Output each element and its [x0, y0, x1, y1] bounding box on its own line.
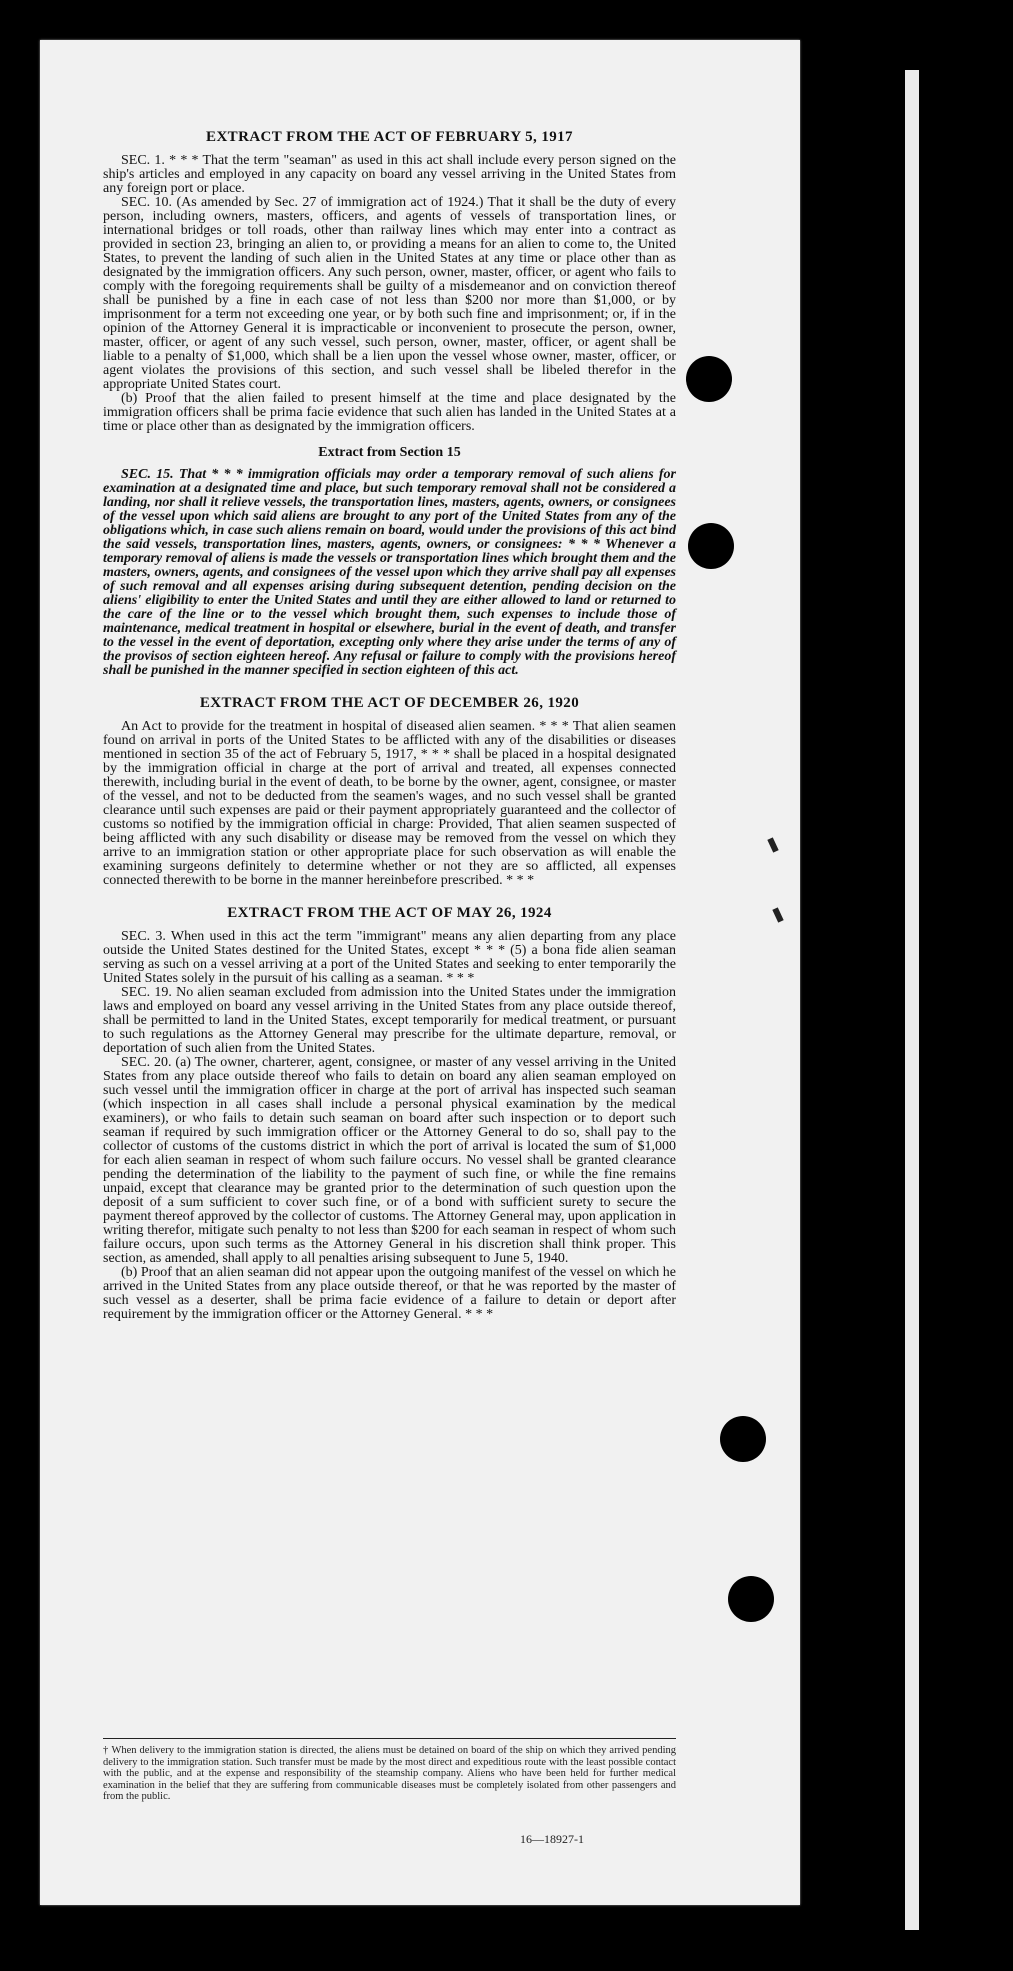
act-1920-text: An Act to provide for the treatment in hospital of diseased alien seamen. * * * That alien seamen found on arrival in ports of the United States to be afflicted with any of the disabilities or diseases mentioned in section 35 of the act of February 5, 1917, * * * shall be placed in a hospital designated by the immigration official in charge at the port of arrival and treated, all expenses connected therewith, including burial in the event of death, to be borne by the owner, agent, consignee, or master of the vessel, and not to be deducted from the seamen's wages, and no such vessel shall be granted clearance until such expenses are paid or their payment appropriately guaranteed and the collector of customs so notified by the immigration official in charge: Provided, That alien seamen suspected of being afflicted with any such disability or disease may be removed from the vessel on which they arrive to an immigration station or other appropriate place for such observation as will enable the examining surgeons definitely to determine whether or not they are so afflicted, all expenses connected therewith to be borne in the manner hereinbefore prescribed. * * * [103, 719, 676, 888]
heading-act-1917: EXTRACT FROM THE ACT OF FEBRUARY 5, 1917 [206, 129, 573, 145]
footnote: † When delivery to the immigration station is directed, the aliens must be detained on board of the ship on which they arrived pending delivery to the immigration station. Such transfer must be made by the most direct and expeditious route with the least possible contact with the public, and at the expense and responsibility of the steamship company. Aliens who have been held for further medical examination in the belief that they are suffering from communicable diseases must be completely isolated from other passengers and from the public. [103, 1738, 676, 1803]
section-1: SEC. 1. * * * That the term "seaman" as used in this act shall include every person signed on the ship's articles and employed in any capacity on board any vessel arriving in the United States from any foreign port or place. [103, 153, 676, 196]
section-15: SEC. 15. That * * * immigration officials may order a temporary removal of such aliens for examination at a designated time and place, but such temporary removal shall not be considered a landing, nor shall it relieve vessels, the transportation lines, masters, agents, owners, or consignees of the vessel upon which said aliens are brought to any port of the United States from any of the obligations which, in case such aliens remain on board, would under the provisions of this act bind the said vessels, transportation lines, masters, agents, owners, or consignees: * * * Whenever a temporary removal of aliens is made the vessels or transportation lines which brought them and the masters, owners, agents, and consignees of the vessel upon which they arrive shall pay all expenses of such removal and all expenses arising during subsequent detention, pending decision on the aliens' eligibility to enter the United States and until they are either allowed to land or returned to the care of the line or to the vessel which brought them, such expenses to include those of maintenance, medical treatment in hospital or elsewhere, burial in the event of death, and transfer to the vessel in the event of deportation, excepting only where they arise under the terms of any of the provisos of section eighteen hereof. Any refusal or failure to comply with the provisions hereof shall be punished in the manner specified in section eighteen of this act. [103, 467, 676, 678]
subheading-section-15: Extract from Section 15 [318, 445, 461, 460]
document-number: 16—18927-1 [520, 1832, 584, 1846]
section-10-b: (b) Proof that the alien failed to present himself at the time and place designated by the immigration officers shall be prima facie evidence that such alien has landed in the United States at a time or place other than as designated by the immigration officers. [103, 391, 676, 434]
section-20-b: (b) Proof that an alien seaman did not appear upon the outgoing manifest of the vessel on which he arrived in the United States from any place outside thereof, or that he was reported by the master of such vessel as a deserter, shall be prima facie evidence of a failure to detain or deport after requirement by the immigration officer or the Attorney General. * * * [103, 1265, 676, 1322]
punch-hole [728, 1576, 774, 1622]
page-edge-strip [905, 70, 919, 1930]
heading-act-1924: EXTRACT FROM THE ACT OF MAY 26, 1924 [227, 905, 552, 921]
punch-hole [688, 523, 734, 569]
section-20-a: SEC. 20. (a) The owner, charterer, agent, consignee, or master of any vessel arriving in the United States from any place outside thereof who fails to detain on board any alien seaman employed on such vessel until the immigration officer in charge at the port of arrival has inspected such seaman (which inspection in all cases shall include a personal physical examination by the medical examiners), or who fails to detain such seaman on board after such inspection or to deport such seaman if required by such immigration officer or the Attorney General to do so, shall pay to the collector of customs of the customs district in which the port of arrival is located the sum of $1,000 for each alien seaman in respect of whom such failure occurs. No vessel shall be granted clearance pending the determination of the liability to the payment of such fine, or while the fine remains unpaid, except that clearance may be granted prior to the determination of such question upon the deposit of a sum sufficient to cover such fine, or of a bond with sufficient surety to secure the payment thereof approved by the collector of customs. The Attorney General may, upon application in writing therefor, mitigate such penalty to not less than $200 for each seaman in respect of whom such failure occurs, upon such terms as the Attorney General in his discretion shall think proper. This section, as amended, shall apply to all penalties arising subsequent to June 5, 1940. [103, 1055, 676, 1266]
section-3: SEC. 3. When used in this act the term "immigrant" means any alien departing from any place outside the United States destined for the United States, except * * * (5) a bona fide alien seaman serving as such on a vessel arriving at a port of the United States and seeking to enter temporarily the United States solely in the pursuit of his calling as a seaman. * * * [103, 929, 676, 986]
section-10: SEC. 10. (As amended by Sec. 27 of immigration act of 1924.) That it shall be the duty of every person, including owners, masters, officers, and agents of vessels of transportation lines, or international bridges or toll roads, other than railway lines which may enter into a contract as provided in section 23, bringing an alien to, or providing a means for an alien to come to, the United States, to prevent the landing of such alien in the United States at any time or place other than as designated by the immigration officers. Any such person, owner, master, officer, or agent who fails to comply with the foregoing requirements shall be guilty of a misdemeanor and on conviction thereof shall be punished by a fine in each case of not less than $200 nor more than $1,000, or by imprisonment for a term not exceeding one year, or by both such fine and imprisonment; or, if in the opinion of the Attorney General it is impracticable or inconvenient to prosecute the person, owner, master, officer, or agent of any such vessel, such person, owner, master, officer, or agent shall be liable to a penalty of $1,000, which shall be a lien upon the vessel whose owner, master, officer, or agent violates the provisions of this section, and such vessel shall be libeled therefor in the appropriate United States court. [103, 195, 676, 392]
section-19: SEC. 19. No alien seaman excluded from admission into the United States under the immigration laws and employed on board any vessel arriving in the United States from any place outside thereof, shall be permitted to land in the United States, except temporarily for medical treatment, or pursuant to such regulations as the Attorney General may prescribe for the ultimate departure, removal, or deportation of such alien from the United States. [103, 985, 676, 1056]
heading-act-1920: EXTRACT FROM THE ACT OF DECEMBER 26, 1920 [199, 695, 580, 711]
document-content [103, 112, 676, 1322]
punch-hole [720, 1416, 766, 1462]
punch-hole [686, 356, 732, 402]
